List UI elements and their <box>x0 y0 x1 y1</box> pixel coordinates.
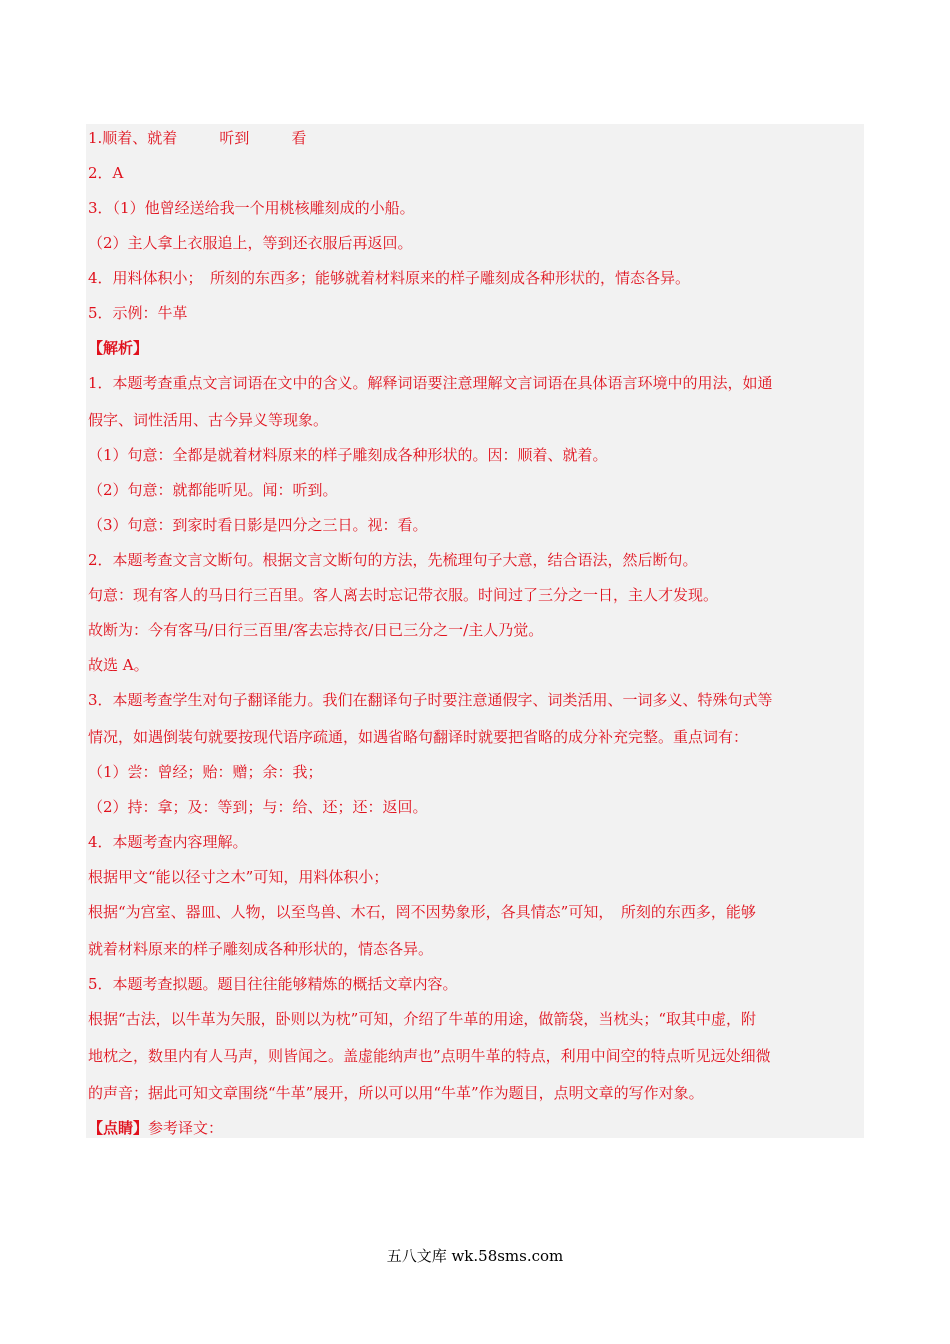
page-footer: 五八文库 wk.58sms.com <box>386 1247 564 1265</box>
analysis-5-line-1: 5．本题考查拟题。题目往往能够精炼的概括文章内容。 <box>88 975 458 993</box>
answer-1-part1: 1.顺着、就着 <box>88 129 178 147</box>
analysis-2-line-3: 故断为：今有客马/日行三百里/客去忘持衣/日已三分之一/主人乃觉。 <box>88 621 544 639</box>
answer-3-1: 3．（1）他曾经送给我一个用桃核雕刻成的小船。 <box>88 199 415 217</box>
dianjing-line <box>88 1118 860 1138</box>
analysis-3-line-1: 3．本题考查学生对句子翻译能力。我们在翻译句子时要注意通假字、词类活用、一词多义、特殊句式等 <box>88 691 773 709</box>
answer-4: 4．用料体积小； 所刻的东西多；能够就着材料原来的样子雕刻成各种形状的，情态各异。 <box>88 269 691 287</box>
analysis-1-sub-2: （2）句意：就都能听见。闻：听到。 <box>88 481 338 499</box>
dianjing-text: 参考译文： <box>148 1119 224 1137</box>
analysis-3-sub-2: （2）持：拿；及：等到；与：给、还；还：返回。 <box>88 798 428 816</box>
analysis-5-line-3: 地枕之，数里内有人马声，则皆闻之。盖虚能纳声也”点明牛革的特点，利用中间空的特点听见远处细微 <box>88 1047 771 1065</box>
analysis-4-line-2: 根据甲文“能以径寸之木”可知，用料体积小； <box>88 868 389 886</box>
analysis-4-line-3: 根据“为宫室、器皿、人物，以至鸟兽、木石，罔不因势象形，各具情态”可知， 所刻的东西多，能够 <box>88 903 756 921</box>
analysis-4-line-4: 就着材料原来的样子雕刻成各种形状的，情态各异。 <box>88 940 434 958</box>
analysis-2-line-1: 2．本题考查文言文断句。根据文言文断句的方法，先梳理句子大意，结合语法，然后断句。 <box>88 551 698 569</box>
dianjing-heading: 【点睛】 <box>88 1119 149 1137</box>
analysis-1-sub-3: （3）句意：到家时看日影是四分之三日。视：看。 <box>88 516 428 534</box>
analysis-2-line-2: 句意：现有客人的马日行三百里。客人离去时忘记带衣服。时间过了三分之一日，主人才发现。 <box>88 586 719 604</box>
analysis-5-line-2: 根据“古法，以牛革为矢服，卧则以为枕”可知，介绍了牛革的用途，做箭袋，当枕头；“取其中虚，附 <box>88 1010 757 1028</box>
analysis-2-line-4: 故选 A。 <box>88 656 149 674</box>
answer-5: 5．示例：牛革 <box>88 304 188 322</box>
analysis-1-line-2: 假字、词性活用、古今异义等现象。 <box>88 411 329 429</box>
analysis-1-line-1: 1．本题考查重点文言词语在文中的含义。解释词语要注意理解文言词语在具体语言环境中的用法，如通 <box>88 374 773 392</box>
analysis-3-sub-1: （1）尝：曾经；贻：赠；余：我； <box>88 763 323 781</box>
answer-1-part2: 听到 <box>219 129 250 147</box>
analysis-1-sub-1: （1）句意：全都是就着材料原来的样子雕刻成各种形状的。因：顺着、就着。 <box>88 446 608 464</box>
analysis-3-line-2: 情况，如遇倒装句就要按现代语序疏通，如遇省略句翻译时就要把省略的成分补充完整。重点词有： <box>88 728 749 746</box>
analysis-4-line-1: 4．本题考查内容理解。 <box>88 833 248 851</box>
answer-1-part3: 看 <box>291 129 307 147</box>
analysis-heading: 【解析】 <box>88 339 149 357</box>
analysis-5-line-4: 的声音；据此可知文章围绕“牛革”展开，所以可以用“牛革”作为题目，点明文章的写作对象。 <box>88 1084 704 1102</box>
answer-3-2: （2）主人拿上衣服追上，等到还衣服后再返回。 <box>88 234 413 252</box>
answer-1 <box>88 128 860 148</box>
answer-2: 2．A <box>88 164 124 182</box>
